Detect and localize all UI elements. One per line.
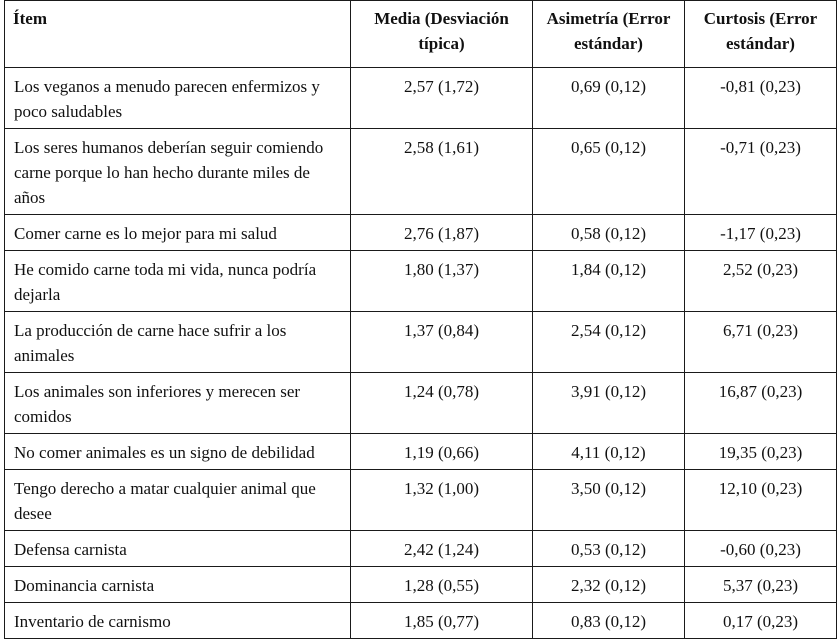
cell-item: Defensa carnista [5, 531, 351, 567]
cell-asimetria: 3,50 (0,12) [533, 470, 685, 531]
cell-curtosis: -0,81 (0,23) [685, 68, 837, 129]
cell-curtosis: 0,17 (0,23) [685, 603, 837, 639]
table-container [4, 0, 836, 639]
cell-asimetria: 4,11 (0,12) [533, 434, 685, 470]
cell-item: Dominancia carnista [5, 567, 351, 603]
table-row [5, 129, 837, 215]
cell-media: 1,28 (0,55) [351, 567, 533, 603]
cell-curtosis: 19,35 (0,23) [685, 434, 837, 470]
cell-asimetria: 0,65 (0,12) [533, 129, 685, 215]
cell-item: Los seres humanos deberían seguir comiendo carne porque lo han hecho durante miles de años [5, 129, 351, 215]
table-row [5, 603, 837, 639]
cell-asimetria: 0,69 (0,12) [533, 68, 685, 129]
header-item: Ítem [5, 1, 351, 68]
header-asimetria: Asimetría (Error estándar) [533, 1, 685, 68]
table-row [5, 434, 837, 470]
cell-item: He comido carne toda mi vida, nunca podría dejarla [5, 251, 351, 312]
cell-item: Los veganos a menudo parecen enfermizos y poco saludables [5, 68, 351, 129]
table-header-row [5, 1, 837, 68]
cell-media: 2,58 (1,61) [351, 129, 533, 215]
statistics-table [4, 0, 837, 639]
cell-media: 1,80 (1,37) [351, 251, 533, 312]
cell-asimetria: 0,53 (0,12) [533, 531, 685, 567]
cell-media: 1,85 (0,77) [351, 603, 533, 639]
cell-media: 1,37 (0,84) [351, 312, 533, 373]
cell-asimetria: 2,32 (0,12) [533, 567, 685, 603]
cell-curtosis: 5,37 (0,23) [685, 567, 837, 603]
table-row [5, 251, 837, 312]
cell-item: La producción de carne hace sufrir a los animales [5, 312, 351, 373]
cell-media: 2,76 (1,87) [351, 215, 533, 251]
table-row [5, 373, 837, 434]
cell-media: 1,24 (0,78) [351, 373, 533, 434]
table-row [5, 470, 837, 531]
cell-curtosis: 12,10 (0,23) [685, 470, 837, 531]
cell-media: 1,19 (0,66) [351, 434, 533, 470]
cell-asimetria: 3,91 (0,12) [533, 373, 685, 434]
cell-media: 2,42 (1,24) [351, 531, 533, 567]
cell-item: No comer animales es un signo de debilidad [5, 434, 351, 470]
table-row [5, 215, 837, 251]
table-row [5, 531, 837, 567]
cell-curtosis: 2,52 (0,23) [685, 251, 837, 312]
cell-curtosis: -1,17 (0,23) [685, 215, 837, 251]
cell-curtosis: -0,60 (0,23) [685, 531, 837, 567]
header-media: Media (Desviación típica) [351, 1, 533, 68]
cell-curtosis: -0,71 (0,23) [685, 129, 837, 215]
cell-asimetria: 2,54 (0,12) [533, 312, 685, 373]
table-row [5, 567, 837, 603]
cell-asimetria: 0,58 (0,12) [533, 215, 685, 251]
cell-curtosis: 6,71 (0,23) [685, 312, 837, 373]
table-row [5, 312, 837, 373]
table-row [5, 68, 837, 129]
cell-asimetria: 0,83 (0,12) [533, 603, 685, 639]
cell-media: 2,57 (1,72) [351, 68, 533, 129]
cell-asimetria: 1,84 (0,12) [533, 251, 685, 312]
cell-media: 1,32 (1,00) [351, 470, 533, 531]
cell-item: Comer carne es lo mejor para mi salud [5, 215, 351, 251]
cell-item: Tengo derecho a matar cualquier animal que desee [5, 470, 351, 531]
cell-curtosis: 16,87 (0,23) [685, 373, 837, 434]
header-curtosis: Curtosis (Error estándar) [685, 1, 837, 68]
cell-item: Los animales son inferiores y merecen ser comidos [5, 373, 351, 434]
cell-item: Inventario de carnismo [5, 603, 351, 639]
